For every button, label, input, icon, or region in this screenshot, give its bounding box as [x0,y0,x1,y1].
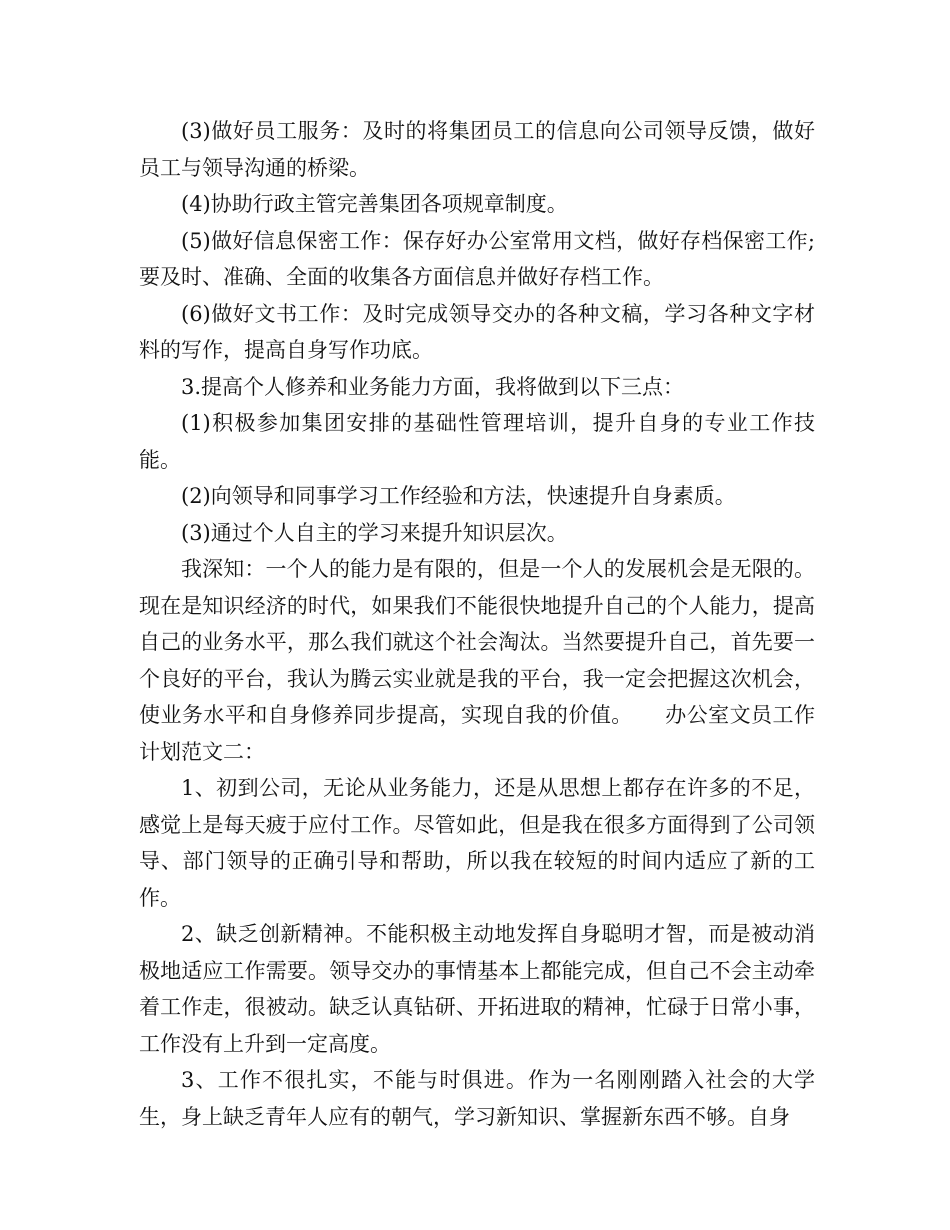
paragraph-item-1: 1、初到公司，无论从业务能力，还是从思想上都存在许多的不足，感觉上是每天疲于应付工作。尽管如此，但是我在很多方面得到了公司领导、部门领导的正确引导和帮助，所以我在较短的时间内适应了新的工作。 [139,776,815,910]
paragraph-self-study: (3)通过个人自主的学习来提升知识层次。 [181,520,568,545]
paragraph-6-documents: (6)做好文书工作：及时完成领导交办的各种文稿，学习各种文字材料的写作，提高自身写作功底。 [139,301,815,362]
paragraph-learn-from-colleagues: (2)向领导和同事学习工作经验和方法，快速提升自身素质。 [181,484,736,508]
paragraph-section-3-heading: 3.提高个人修养和业务能力方面，我将做到以下三点： [181,374,685,399]
document-body [139,113,815,1135]
paragraph-conclusion: 我深知：一个人的能力是有限的，但是一个人的发展机会是无限的。现在是知识经济的时代，如果我们不能很快地提升自己的个人能力，提高自己的业务水平，那么我们就这个社会淘汰。当然要提升自己，首先要一个良好的平台，我认为腾云实业就是我的平台，我一定会把握这次机会，使业务水平和自身修养同步提高，实现自我的价值。 办公室文员工作计划范文二： [139,557,815,764]
paragraph-training: (1)积极参加集团安排的基础性管理培训，提升自身的专业工作技能。 [139,411,815,472]
paragraph-item-2: 2、缺乏创新精神。不能积极主动地发挥自身聪明才智，而是被动消极地适应工作需要。领导交办的事情基本上都能完成，但自己不会主动牵着工作走，很被动。缺乏认真钻研、开拓进取的精神，忙碌于日常小事，工作没有上升到一定高度。 [139,922,815,1056]
paragraph-item-3: 3、工作不很扎实，不能与时俱进。作为一名刚刚踏入社会的大学生，身上缺乏青年人应有的朝气，学习新知识、掌握新东西不够。自身 [139,1068,815,1129]
paragraph-4-rules: (4)协助行政主管完善集团各项规章制度。 [181,192,568,216]
paragraph-5-confidentiality: (5)做好信息保密工作：保存好办公室常用文档，做好存档保密工作;要及时、准确、全面的收集各方面信息并做好存档工作。 [139,228,815,289]
paragraph-3-employee-service: (3)做好员工服务：及时的将集团员工的信息向公司领导反馈，做好员工与领导沟通的桥梁。 [139,119,815,180]
